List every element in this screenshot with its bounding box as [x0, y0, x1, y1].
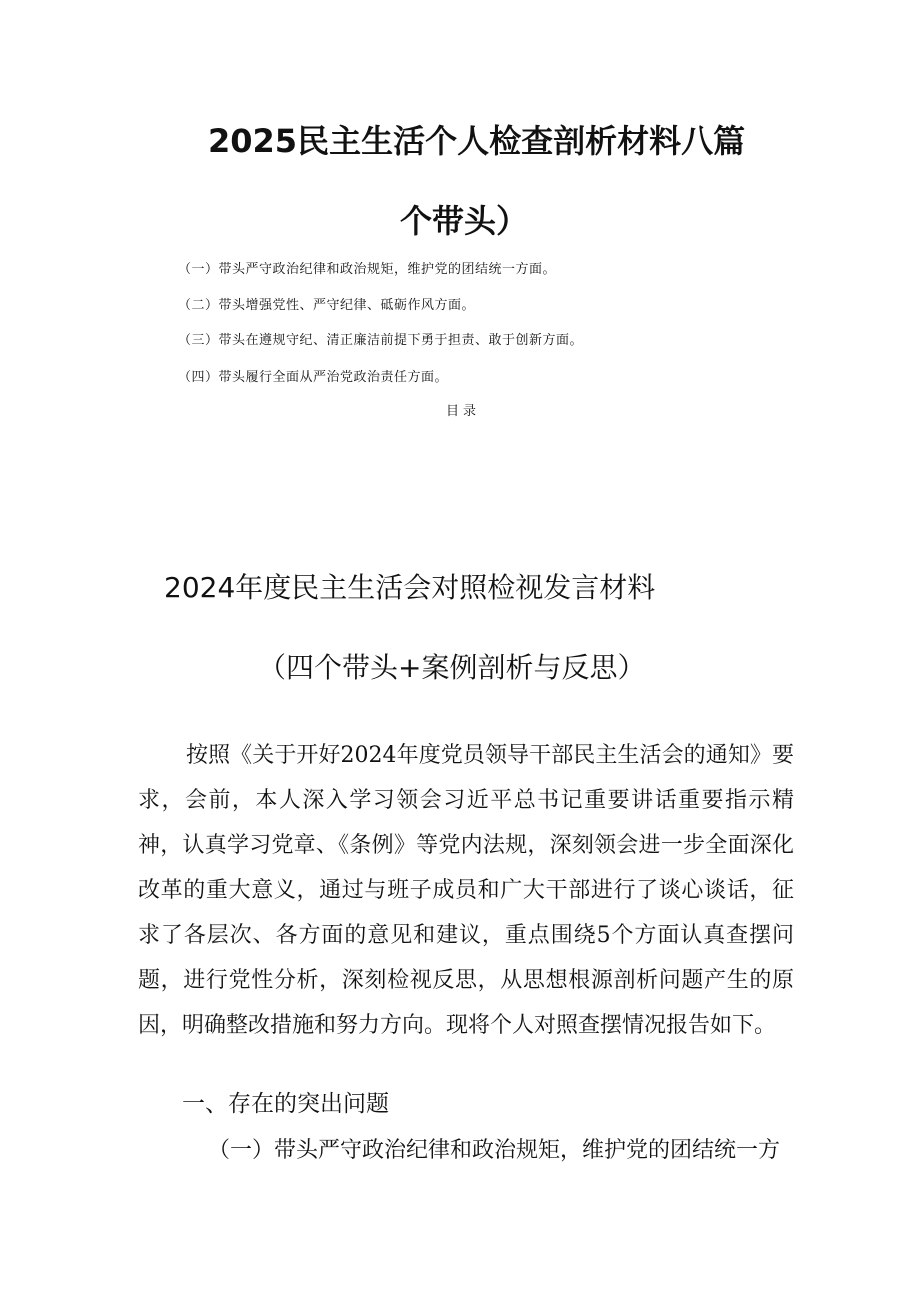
section-title-line1: 2024年度民主生活会对照检视发言材料 — [164, 571, 656, 604]
document-title-line1: 2025民主生活个人检查剖析材料八篇 — [208, 122, 746, 160]
toc-item-1: （一）带头严守政治纪律和政治规矩，维护党的团结统一方面。 — [178, 262, 557, 277]
document-title-line2: 个带头） — [400, 202, 529, 240]
toc-item-4: （四）带头履行全面从严治党政治责任方面。 — [178, 370, 449, 385]
section-title-line2: （四个带头+案例剖析与反思） — [258, 651, 646, 684]
first-point-text: （一）带头严守政治纪律和政治规矩，维护党的团结统一方 — [208, 1138, 781, 1163]
toc-label: 目录 — [446, 404, 481, 419]
section-heading: 一、存在的突出问题 — [182, 1091, 389, 1117]
intro-paragraph: 按照《关于开好2024年度党员领导干部民主生活会的通知》要求，会前，本人深入学习领会习近平总书记重要讲话重要指示精神，认真学习党章、《条例》等党内法规，深刻领会进一步全面深化改革的重大意义，通过与班子成员和广大干部进行了谈心谈话，征求了各层次、各方面的意见和建议，重点围绕5个方面认真查摆问题，进行党性分析，深刻检视反思，从思想根源剖析问题产生的原因，明确整改措施和努力方向。现将个人对照查摆情况报告如下。 — [138, 743, 794, 1038]
toc-item-2: （二）带头增强党性、严守纪律、砥砺作风方面。 — [178, 298, 476, 313]
toc-item-3: （三）带头在遵规守纪、清正廉洁前提下勇于担责、敢于创新方面。 — [178, 333, 584, 348]
